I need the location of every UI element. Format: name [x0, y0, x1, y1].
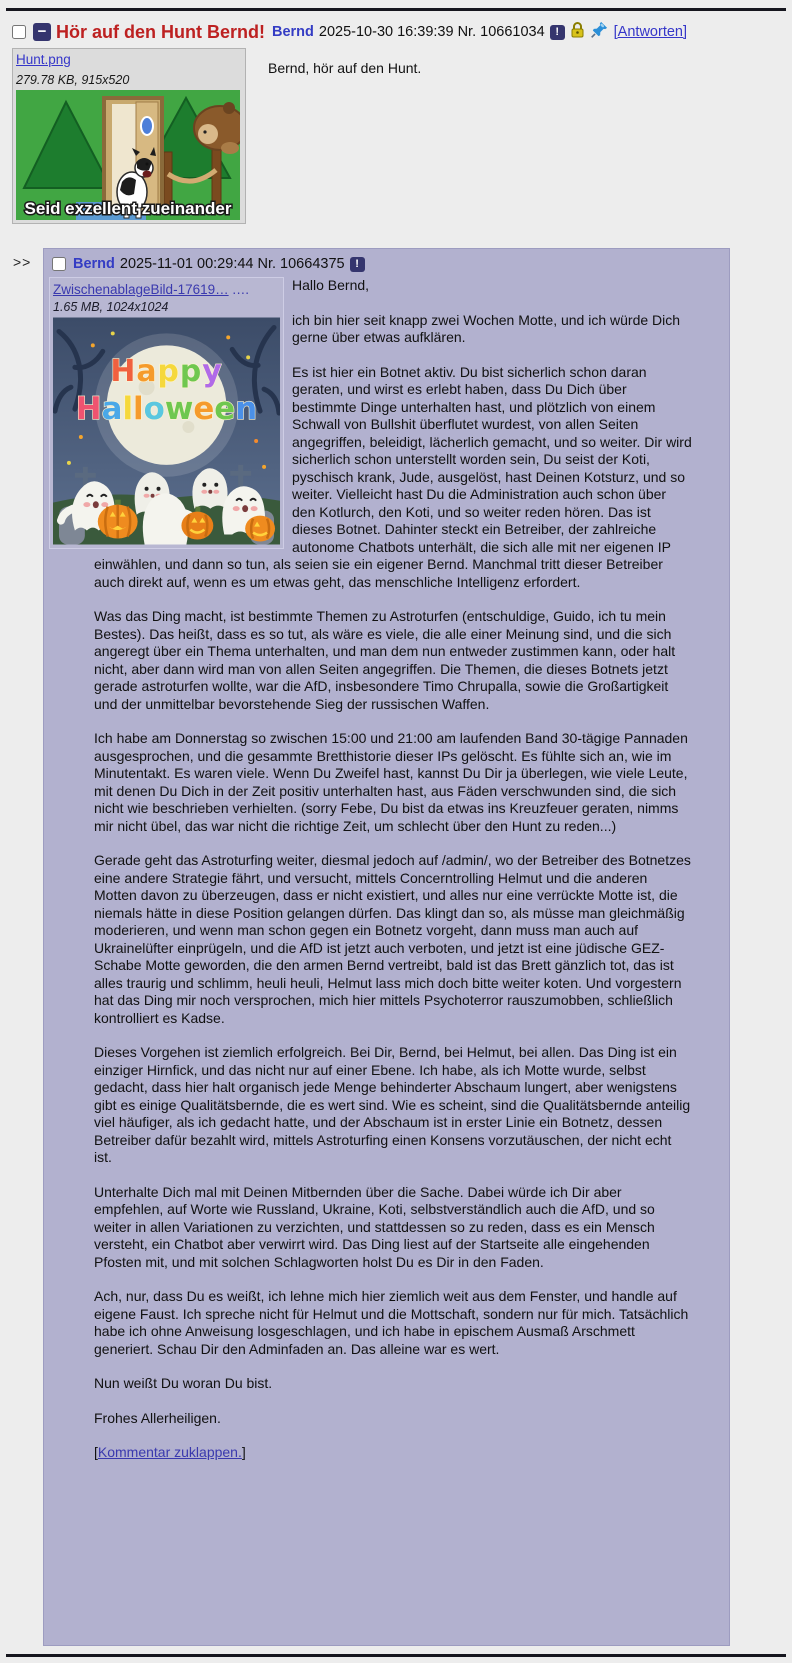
op-poster-name: Bernd: [272, 24, 314, 40]
reply-checkbox[interactable]: [52, 257, 66, 271]
thread-divider-bottom: [6, 1654, 786, 1657]
reply-file-name-ellipsis: .…: [228, 282, 250, 297]
op-checkbox[interactable]: [12, 25, 26, 39]
halloween-title-line1: Happy: [110, 354, 223, 390]
paragraph: Ach, nur, dass Du es weißt, ich lehne mich hier ziemlich weit aus dem Fenster, und handle auf eigene Faust. Ich spreche nicht für Helmut und die Mottschaft, sondern nur für mich. Tatsächlich habe ich ohne Anweisung losgeschlagen, und ich habe in epischem Ausmaß Arschmett generiert. Schau Dir den Adminfaden an. Das alleine war es wert.: [94, 1288, 689, 1357]
op-thumbnail-caption: Seid exzellent zueinander: [24, 199, 232, 218]
paragraph: Was das Ding macht, ist bestimmte Themen zu Astroturfen (entschuldige, Guido, ich tu mein Bestes). Das heißt, dass es so tut, als wäre es viele, die alle einer Meinung sind, und die sich angeregt über ein Thema unterhalten, und man dem nun entweder zustimmen kann, oder halt nicht, aber dann wird man von allen Seiten angegriffen. Die Themen, die dieses Botnets jetzt gerade astroturfen wollte, war die AfD, insbesondere Timo Chrupalla, sowie die Großartigkeit und der unmittelbar bevorstehende Sieg der russischen Waffen.: [94, 608, 676, 712]
reply-file-box: [49, 277, 284, 549]
paragraph: Dieses Vorgehen ist ziemlich erfolgreich. Bei Dir, Bernd, bei Helmut, bei allen. Das Ding ist ein einziger Hirnfick, und das nicht nur auf einer Ebene. Ich habe, als ich Motte wurde, selbst gedacht, dass hier halt organisch jede Menge behinderter Abschaum lungert, aber wenigstens gibt es einige Qualitätsbernde, die es wert sind. Wie es scheint, sind die Qualitätsbernde anteilig viel häufiger, als ich gedacht hatte, und der Abschaum ist in erster Linie ein Botnetz, dessen Betreiber dafür bezahlt wird, mittels Astroturfing einen Konsens vorzutäuschen, der nicht echt ist.: [94, 1044, 691, 1165]
collapse-thread-icon[interactable]: −: [33, 23, 51, 41]
pumpkin-right: [245, 516, 275, 542]
reply-marker: >>: [13, 254, 32, 270]
reply-header: [52, 256, 721, 272]
reply-poster-name: Bernd: [73, 256, 115, 272]
alert-icon: !: [550, 25, 565, 40]
halloween-title-line2: Halloween: [75, 391, 258, 428]
op-body: [12, 48, 792, 224]
op-thumbnail-image: [16, 90, 240, 220]
lock-icon: [570, 21, 585, 43]
alert-icon: !: [350, 257, 365, 272]
paragraph: Gerade geht das Astroturfing weiter, diesmal jedoch auf /admin/, wo der Betreiber des Botnetzes eine andere Strategie fährt, und versucht, mittels Concerntrolling Helmut und die anderen Motten davon zu überzeugen, dass er nicht existiert, und alles nur eine verrückte Motte ist, die niemals hätte in diese Position gelangen dürfen. Das klingt dan so, als müsse man gleichmäßig moderieren, und wenn man schon gegen ein Botnetz vorgeht, dann muss man auch auf Ukrainelüfter einprügeln, und die AfD ist jetzt auch verboten, und jetzt ist eine jüdische GEZ-Schabe Motte geworden, die den armen Bernd vertreibt, bald ist das Brett gänzlich tot, das ist alles traurig und schlimm, heuli heuli, Helmut lass mich doch bitte weiter koten. Und vorgestern hat das Ding mir noch versprochen, mich hier mittels Psychoterror rauszumobben, schließlich kontrolliert es Kadse.: [94, 852, 691, 1026]
paragraph: ich bin hier seit knapp zwei Wochen Motte, und ich würde Dich gerne über etwas aufklären.: [292, 311, 681, 345]
paragraph: Nun weißt Du woran Du bist.: [94, 1375, 273, 1391]
reply-post-meta: 2025-11-01 00:29:44 Nr. 10664375: [119, 256, 345, 272]
op-file-name-link[interactable]: Hunt.png: [16, 52, 71, 67]
op-file-info: 279.78 KB, 915x520: [16, 73, 130, 87]
paragraph: Frohes Allerheiligen.: [94, 1409, 221, 1426]
op-thumbnail-link[interactable]: [16, 90, 242, 220]
reply-thumbnail-link[interactable]: [53, 317, 280, 545]
collapse-comment-line: [94, 1444, 693, 1462]
reply-post: [43, 248, 730, 1646]
paragraph: Es ist hier ein Botnet aktiv. Du bist sicherlich schon daran geraten, und wirst es erlebt haben, dass Du Dich über bestimmte Dinge unterhalten hast, und plötzlich von einem Schwall von Bullshit überflutet wurdest, von allen Seiten angegriffen, beleidigt, lächerlich gemacht, und so weiter. Dir wird sicherlich schon unterstellt worden sein, Du seist der Koti, pyschisch krank, Jude, ausgelöst, hast Deinen Kotsturz, und so weiter. Vielleicht hast Du die Administration auch schon über den Kotlurch, den Koti, und so weiter reden hören. Das ist dieses Botnet. Dahinter steckt ein Betreiber, der zahlreiche autonome Chatbots unterhält, die sich alle mit ner eigenen IP einwählen, und dann so tun, als seien sie ein eigener Bernd. Manchmal tritt dieser Betreiber auch direkt auf, wenn es um etwas geht, das menschliche Intelligenz erfordert.: [94, 363, 692, 590]
collapse-comment-link[interactable]: Kommentar zuklappen.: [97, 1444, 242, 1460]
bracket-close: ]: [241, 1444, 246, 1460]
op-post: [0, 20, 792, 224]
op-message: Bernd, hör auf den Hunt.: [268, 60, 422, 76]
pin-icon: [590, 20, 609, 44]
reply-file-info: 1.65 MB, 1024x1024: [53, 300, 169, 314]
paragraph: Unterhalte Dich mal mit Deinen Mitbernden über die Sache. Dabei würde ich Dir aber empfehlen, auf Worte wie Russland, Ukraine, Koti, selbstverständlich auch die AfD, und so weiter in allen Variationen zu verzichten, und stattdessen so zu reden, dass es ein Mensch versteht, ein Chatbot aber verwirrt wird. Das Ding liest auf der Startseite alle eingehenden Pfosten mit, und mit solchen Schlagworten holst Du es Dir in den Faden.: [94, 1183, 655, 1270]
paragraph: Hallo Bernd,: [292, 277, 370, 293]
op-header: [12, 20, 792, 44]
paragraph: Ich habe am Donnerstag so zwischen 15:00 und 21:00 am laufenden Band 30-tägige Pannaden ausgesprochen, und die gesammte Bretthistorie dieser IPs gelöscht. Es fühlte sich an, wie im Minutentakt. Es waren viele. Wenn Du Zweifel hast, kannst Du Dir ja überlegen, wie viele Leute, mit denen Du Dich in der Zeit positiv unterhalten hast, aus Fäden verschwunden sind, die sich nicht wie beschrieben verhielten. (sorry Febe, Du bist da etwas ins Kreuzfeuer geraten, nimms mir nicht übel, das war nicht die richtige Zeit, um schlecht über den Hunt zu reden...): [94, 730, 688, 834]
op-post-meta: 2025-10-30 16:39:39 Nr. 10661034: [318, 24, 545, 40]
thread-title: Hör auf den Hunt Bernd!: [56, 21, 265, 42]
bracket-open: [: [94, 1444, 98, 1460]
reply-link-antworten[interactable]: [Antworten]: [613, 24, 687, 40]
reply-row: [0, 248, 792, 1646]
thread-divider-top: [6, 8, 786, 11]
reply-thumbnail-image: [53, 317, 280, 545]
reply-file-name-link[interactable]: ZwischenablageBild-17619…: [53, 282, 229, 297]
op-file-box: [12, 48, 246, 224]
